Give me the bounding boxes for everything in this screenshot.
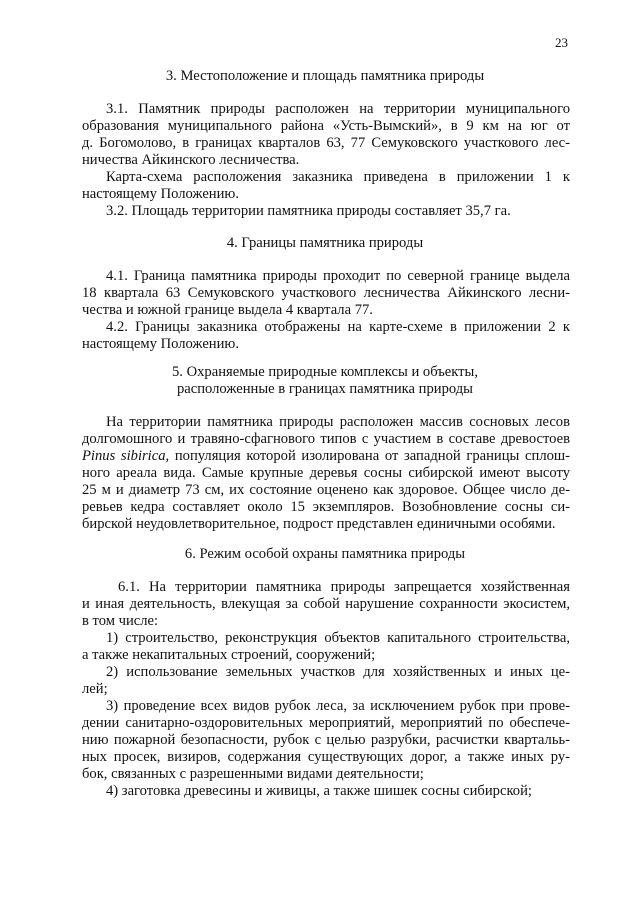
text-line: настоящему Положению.: [82, 186, 239, 202]
text-fragment: , популяция которой изолирована от западной границы сплош-: [165, 448, 570, 464]
section-5-paragraph: [82, 414, 570, 533]
text-line: в том числе:: [82, 613, 159, 629]
section-4-paragraph-2: [82, 319, 570, 353]
species-name: Pinus sibirica: [82, 448, 166, 464]
text-line: 4.2. Границы заказника отображены на карте-схеме в приложении 2 к: [106, 319, 570, 335]
text-line: а также некапитальных строений, сооружений;: [82, 647, 376, 663]
section-3-paragraph-2: [82, 169, 570, 203]
text-line: 25 м и диаметр 73 см, их состояние оценено как здоровое. Общее число де-: [82, 482, 570, 498]
list-item-1: [82, 630, 570, 664]
text-line: бирской неудовлетворительное, подрост представлен единичными особями.: [82, 516, 556, 532]
text-line: 18 квартала 63 Семуковского участкового лесничества Айкинского лесни-: [82, 285, 570, 301]
list-item-4: [82, 783, 570, 800]
text-line: [82, 448, 570, 465]
text-line: и иная деятельность, влекущая за собой нарушение сохранности экосистем,: [82, 596, 570, 612]
text-line: настоящему Положению.: [82, 336, 239, 352]
text-line: нию пожарной безопасности, рубок с целью разрубки, расчистки квартальь-: [82, 732, 570, 748]
text-line: бок, связанных с разрешенными видами деятельности;: [82, 766, 424, 782]
text-line: 3.1. Памятник природы расположен на территории муниципального: [106, 101, 570, 117]
section-3-heading: 3. Местоположение и площадь памятника природы: [165, 68, 485, 84]
text-line: 1) строительство, реконструкция объектов капитального строительства,: [106, 630, 570, 646]
text-line: ничества Айкинского лесничества.: [82, 152, 300, 168]
list-item-2: [82, 664, 570, 698]
text-line: образования муниципального района «Усть-Вымский», в 9 км на юг от: [82, 118, 570, 134]
page-number: 23: [555, 35, 568, 50]
text-line: ного ареала вида. Самые крупные деревья сосны сибирской имеют высоту: [82, 465, 570, 481]
list-item-3: [82, 698, 570, 783]
text-line: 6.1. На территории памятника природы запрещается хозяйственная: [118, 579, 570, 595]
heading-line: расположенные в границах памятника природы: [176, 381, 473, 397]
text-line: д. Богомолово, в границах кварталов 63, 77 Семуковского участкового лес-: [82, 135, 570, 151]
text-line: 4) заготовка древесины и живицы, а также шишек сосны сибирской;: [106, 783, 532, 799]
text-line: Карта-схема расположения заказника приведена в приложении 1 к: [106, 169, 570, 185]
section-4-heading: 4. Границы памятника природы: [226, 235, 424, 251]
text-line: На территории памятника природы расположен массив сосновых лесов: [106, 414, 570, 430]
text-line: ных просек, визиров, содержания существующих дорог, а также иных ру-: [82, 749, 570, 765]
text-line: чества и южной границе выдела 4 квартала 77.: [82, 302, 373, 318]
text-line: 3.2. Площадь территории памятника природы составляет 35,7 га.: [106, 203, 511, 219]
text-line: 4.1. Граница памятника природы проходит по северной границе выдела: [106, 268, 570, 284]
section-4-paragraph-1: [82, 268, 570, 319]
text-line: 3) проведение всех видов рубок леса, за исключением рубок при прове-: [106, 698, 570, 714]
section-3-paragraph-3: [82, 203, 570, 220]
section-3-paragraph-1: [82, 101, 570, 169]
text-line: дении санитарно-оздоровительных мероприятий, мероприятий по обеспече-: [82, 715, 570, 731]
heading-line: 5. Охраняемые природные комплексы и объекты,: [171, 364, 479, 380]
section-5-heading: [60, 364, 590, 398]
text-line: 2) использование земельных участков для хозяйственных и иных це-: [106, 664, 570, 680]
text-line: ревьев кедра составляет около 15 экземпляров. Возобновление сосны си-: [82, 499, 570, 515]
text-line: лей;: [82, 681, 108, 697]
text-line: долгомошного и травяно-сфагнового типов с участием в составе древостоев: [82, 431, 570, 447]
section-6-paragraph-1: [82, 579, 570, 630]
section-6-heading: 6. Режим особой охраны памятника природы: [184, 546, 466, 562]
